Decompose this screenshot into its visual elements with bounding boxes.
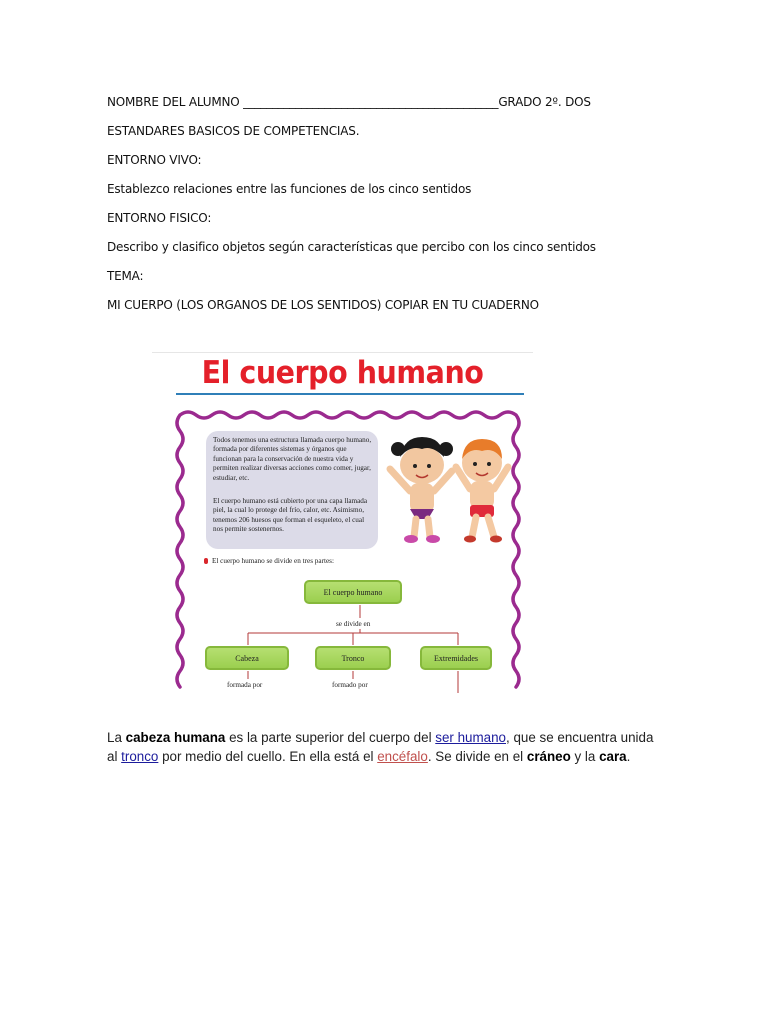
head-paragraph [107,729,667,766]
divides-intro: El cuerpo humano se divide en tres partes: [212,557,334,565]
text-segment: . [626,748,631,764]
physical-env-text: Describo y clasifico objetos según características que percibo con los cinco sentidos [107,240,596,254]
bullet-marker [204,558,208,564]
text-segment: La [107,730,126,745]
living-env-text: Establezco relaciones entre las funciones de los cinco sentidos [107,182,472,196]
link-ser-humano[interactable]: ser humano [435,730,506,745]
bold-term-cara: cara [599,748,627,764]
boy-illustration [456,439,508,543]
link-tronco[interactable]: tronco [121,748,159,764]
sublabel-cabeza: formada por [227,681,263,689]
standards-title: ESTANDARES BASICOS DE COMPETENCIAS. [107,124,360,138]
sublabel-tronco: formado por [332,681,368,689]
figure-title: El cuerpo humano [201,355,484,391]
text-segment: y la [570,748,600,764]
bold-term-cabeza-humana: cabeza humana [125,730,226,745]
text-segment: , que se encuentra unida al [107,730,654,764]
girl-illustration [390,437,453,543]
text-segment: es la parte superior del cuerpo del [225,730,436,745]
info-box [206,431,378,549]
link-encefalo[interactable]: encéfalo [377,748,428,764]
diagram-part-extremidades: Extremidades [420,646,492,670]
student-name-line: NOMBRE DEL ALUMNO ____________________________________________GRADO 2º. DOS [107,95,591,109]
topic-label: TEMA: [107,269,144,283]
diagram-root-box: El cuerpo humano [304,580,402,604]
info-paragraph-2: El cuerpo humano está cubierto por una capa llamada piel, la cual lo protege del frío, calor, etc. Asimismo, tenemos 206 huesos que forman el esqueleto, el cual nos permite sostenernos. [213,497,368,534]
physical-env-label: ENTORNO FISICO: [107,211,212,225]
living-env-label: ENTORNO VIVO: [107,153,202,167]
title-rule [176,393,524,395]
diagram-part-cabeza: Cabeza [205,646,289,670]
info-paragraph-1: Todos tenemos una estructura llamada cuerpo humano, formada por diferentes sistemas y órganos que funcionan para la conservación de nuestra vida y permiten realizar diversas acciones como comer, jugar, estudiar, etc. [213,436,372,482]
diagram-part-tronco: Tronco [315,646,391,670]
text-segment: . Se divide en el [427,748,527,764]
bold-term-craneo: cráneo [526,748,571,764]
text-segment: por medio del cuello. En ella está el [158,748,378,764]
human-body-figure [152,352,533,693]
topic-text: MI CUERPO (LOS ORGANOS DE LOS SENTIDOS) COPIAR EN TU CUADERNO [107,298,539,312]
diagram-connector-label: se divide en [336,620,371,628]
